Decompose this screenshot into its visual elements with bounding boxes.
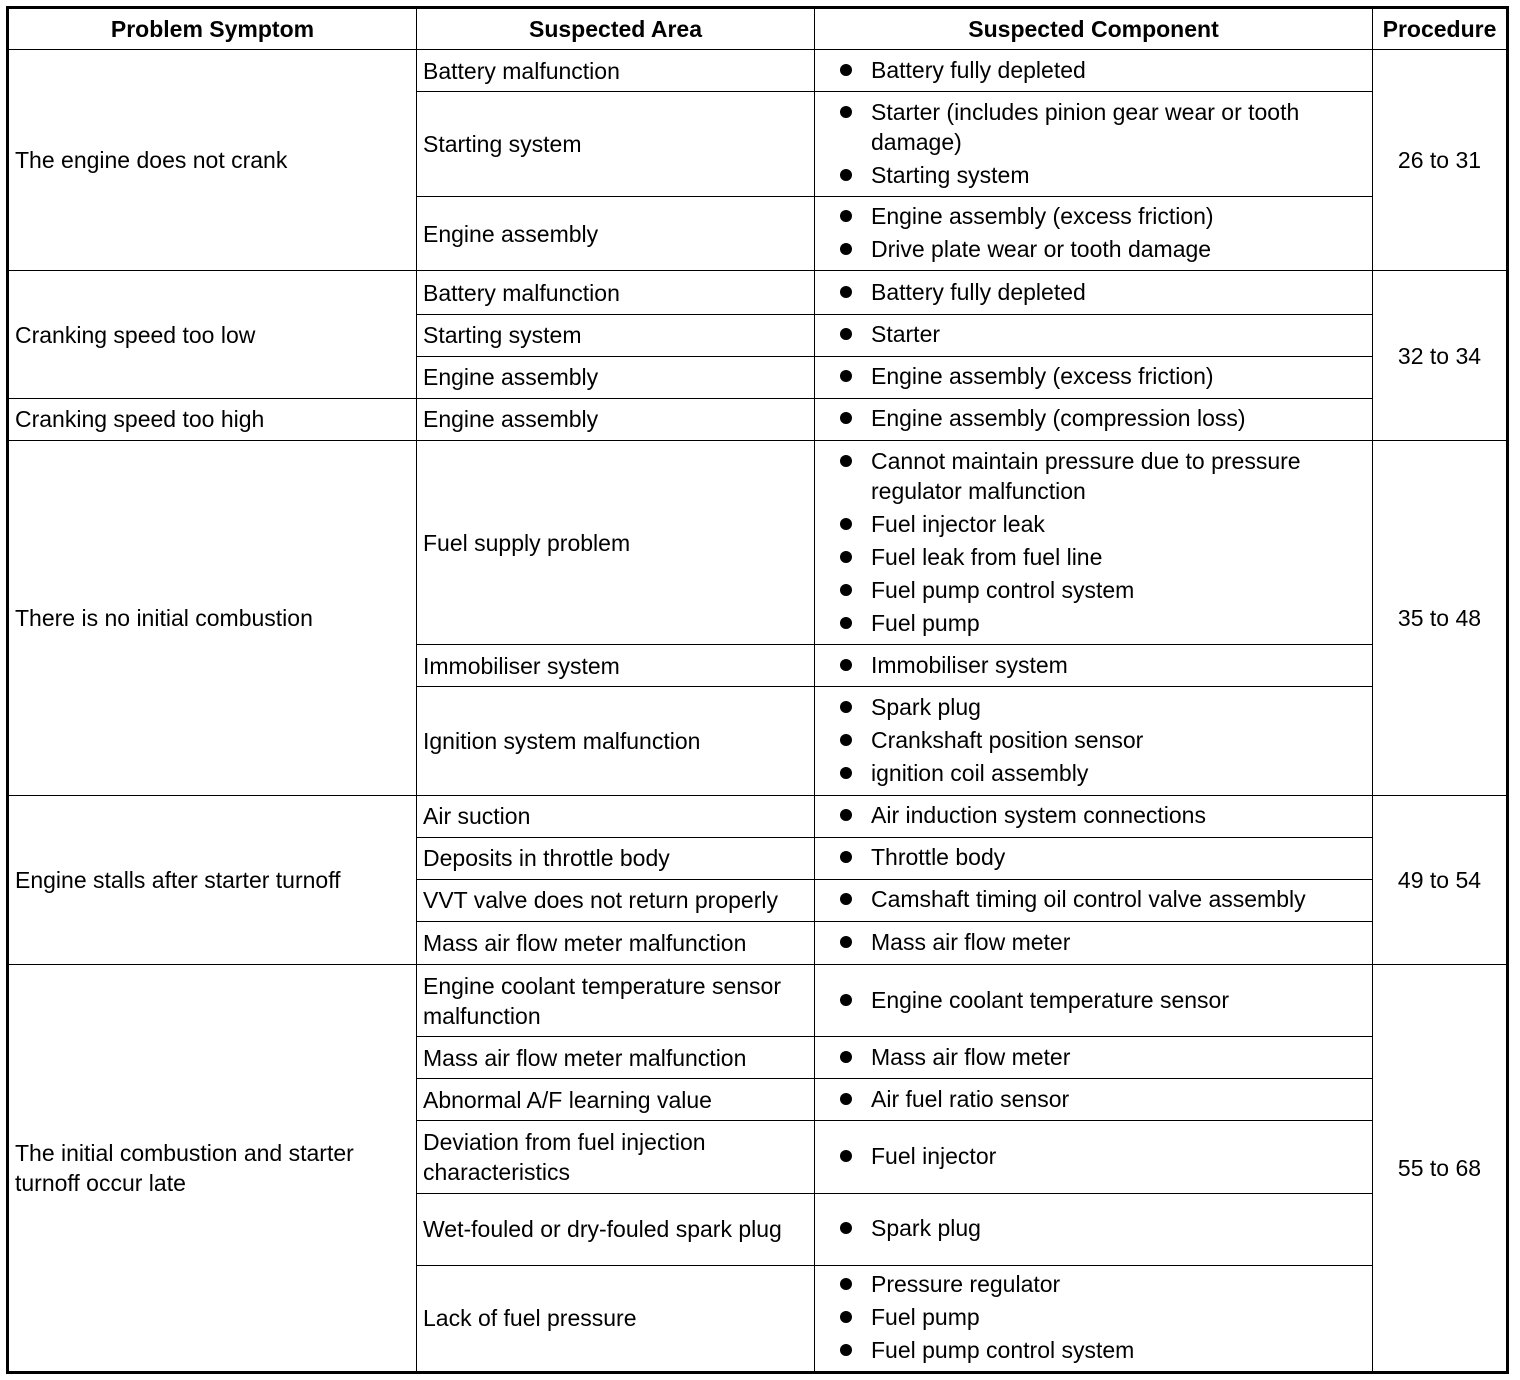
component-list	[835, 692, 1366, 788]
list-item	[835, 201, 1366, 231]
component-list	[835, 884, 1366, 914]
bullet-icon	[840, 1051, 852, 1063]
bullet-icon	[840, 659, 852, 671]
list-item	[835, 725, 1366, 755]
component-text: Engine assembly (compression loss)	[871, 405, 1246, 432]
bullet-icon	[840, 106, 852, 118]
problem-symptom-cell: The initial combustion and starter turnoff occur late	[8, 965, 417, 1373]
bullet-icon	[840, 551, 852, 563]
procedure-cell: 49 to 54	[1373, 795, 1508, 964]
bullet-icon	[840, 734, 852, 746]
component-list	[835, 650, 1366, 680]
suspected-area-cell: Engine assembly	[417, 398, 815, 440]
problem-symptom-cell: The engine does not crank	[8, 50, 417, 271]
bullet-icon	[840, 370, 852, 382]
bullet-icon	[840, 1093, 852, 1105]
list-item	[835, 1302, 1366, 1332]
suspected-component-cell	[815, 837, 1373, 879]
bullet-icon	[840, 286, 852, 298]
component-text: Starter (includes pinion gear wear or tooth damage)	[871, 98, 1300, 155]
suspected-component-cell	[815, 921, 1373, 964]
list-item	[835, 1269, 1366, 1299]
component-text: Fuel pump control system	[871, 1337, 1135, 1364]
suspected-component-cell	[815, 314, 1373, 356]
component-text: Air induction system connections	[871, 802, 1206, 829]
bullet-icon	[840, 584, 852, 596]
list-item	[835, 55, 1366, 85]
component-list	[835, 403, 1366, 433]
component-list	[835, 927, 1366, 957]
component-list	[835, 446, 1366, 638]
list-item	[835, 1141, 1366, 1171]
suspected-component-cell	[815, 50, 1373, 92]
suspected-component-cell	[815, 356, 1373, 398]
suspected-area-cell: Mass air flow meter malfunction	[417, 921, 815, 964]
list-item	[835, 97, 1366, 157]
list-item	[835, 234, 1366, 264]
bullet-icon	[840, 701, 852, 713]
list-item	[835, 403, 1366, 433]
component-text: Engine assembly (excess friction)	[871, 203, 1214, 230]
list-item	[835, 446, 1366, 506]
component-list	[835, 361, 1366, 391]
list-item	[835, 692, 1366, 722]
bullet-icon	[840, 210, 852, 222]
bullet-icon	[840, 1222, 852, 1234]
component-text: Immobiliser system	[871, 651, 1068, 678]
suspected-area-cell: Lack of fuel pressure	[417, 1265, 815, 1372]
component-text: Mass air flow meter	[871, 928, 1071, 955]
bullet-icon	[840, 617, 852, 629]
suspected-component-cell	[815, 1121, 1373, 1193]
suspected-area-cell: Battery malfunction	[417, 50, 815, 92]
component-text: Fuel injector	[871, 1142, 997, 1169]
table-row	[8, 440, 1508, 644]
component-list	[835, 1213, 1366, 1243]
list-item	[835, 1042, 1366, 1072]
header-suspected-area: Suspected Area	[417, 8, 815, 50]
list-item	[835, 160, 1366, 190]
component-text: Fuel pump	[871, 609, 980, 636]
procedure-cell: 32 to 34	[1373, 271, 1508, 440]
list-item	[835, 509, 1366, 539]
component-text: ignition coil assembly	[871, 760, 1089, 787]
header-row	[8, 8, 1508, 50]
suspected-component-cell	[815, 965, 1373, 1037]
component-text: Mass air flow meter	[871, 1043, 1071, 1070]
suspected-component-cell	[815, 687, 1373, 795]
component-text: Camshaft timing oil control valve assembly	[871, 886, 1306, 913]
bullet-icon	[840, 1278, 852, 1290]
component-text: Throttle body	[871, 844, 1006, 871]
bullet-icon	[840, 455, 852, 467]
component-text: Crankshaft position sensor	[871, 727, 1144, 754]
bullet-icon	[840, 64, 852, 76]
list-item	[835, 758, 1366, 788]
component-text: Spark plug	[871, 1215, 981, 1242]
list-item	[835, 319, 1366, 349]
problem-symptom-cell: Cranking speed too high	[8, 398, 417, 440]
component-list	[835, 800, 1366, 830]
suspected-component-cell	[815, 197, 1373, 271]
bullet-icon	[840, 328, 852, 340]
bullet-icon	[840, 936, 852, 948]
list-item	[835, 361, 1366, 391]
bullet-icon	[840, 809, 852, 821]
suspected-area-cell: Deviation from fuel injection characteristics	[417, 1121, 815, 1193]
bullet-icon	[840, 994, 852, 1006]
component-list	[835, 1084, 1366, 1114]
bullet-icon	[840, 1344, 852, 1356]
component-text: Battery fully depleted	[871, 278, 1086, 305]
list-item	[835, 1084, 1366, 1114]
table-row	[8, 271, 1508, 314]
table-row	[8, 398, 1508, 440]
list-item	[835, 608, 1366, 638]
component-text: Battery fully depleted	[871, 56, 1086, 83]
procedure-cell: 55 to 68	[1373, 965, 1508, 1373]
component-text: Fuel leak from fuel line	[871, 543, 1103, 570]
suspected-area-cell: Mass air flow meter malfunction	[417, 1037, 815, 1079]
component-text: Starter	[871, 321, 941, 348]
component-text: Starting system	[871, 161, 1030, 188]
table-row	[8, 50, 1508, 92]
suspected-area-cell: Engine assembly	[417, 197, 815, 271]
suspected-component-cell	[815, 1193, 1373, 1265]
suspected-component-cell	[815, 795, 1373, 837]
suspected-area-cell: VVT valve does not return properly	[417, 879, 815, 921]
problem-symptom-cell: There is no initial combustion	[8, 440, 417, 795]
component-list	[835, 1042, 1366, 1072]
table-row	[8, 795, 1508, 837]
troubleshooting-table	[6, 6, 1509, 1374]
component-list	[835, 1141, 1366, 1171]
list-item	[835, 884, 1366, 914]
component-list	[835, 319, 1366, 349]
bullet-icon	[840, 1150, 852, 1162]
component-list	[835, 1269, 1366, 1365]
problem-symptom-cell: Cranking speed too low	[8, 271, 417, 398]
list-item	[835, 650, 1366, 680]
component-text: Air fuel ratio sensor	[871, 1085, 1070, 1112]
suspected-area-cell: Battery malfunction	[417, 271, 815, 314]
component-text: Spark plug	[871, 694, 981, 721]
header-suspected-component: Suspected Component	[815, 8, 1373, 50]
bullet-icon	[840, 851, 852, 863]
bullet-icon	[840, 518, 852, 530]
suspected-area-cell: Wet-fouled or dry-fouled spark plug	[417, 1193, 815, 1265]
list-item	[835, 927, 1366, 957]
component-list	[835, 985, 1366, 1015]
suspected-area-cell: Starting system	[417, 314, 815, 356]
suspected-area-cell: Starting system	[417, 92, 815, 197]
header-procedure: Procedure	[1373, 8, 1508, 50]
suspected-area-cell: Fuel supply problem	[417, 440, 815, 644]
component-list	[835, 277, 1366, 307]
bullet-icon	[840, 412, 852, 424]
list-item	[835, 575, 1366, 605]
suspected-area-cell: Engine assembly	[417, 356, 815, 398]
component-list	[835, 201, 1366, 264]
suspected-area-cell: Air suction	[417, 795, 815, 837]
suspected-component-cell	[815, 398, 1373, 440]
list-item	[835, 542, 1366, 572]
list-item	[835, 277, 1366, 307]
problem-symptom-cell: Engine stalls after starter turnoff	[8, 795, 417, 964]
component-text: Engine assembly (excess friction)	[871, 363, 1214, 390]
procedure-cell: 26 to 31	[1373, 50, 1508, 271]
suspected-area-cell: Abnormal A/F learning value	[417, 1079, 815, 1121]
component-list	[835, 842, 1366, 872]
component-text: Pressure regulator	[871, 1271, 1061, 1298]
bullet-icon	[840, 169, 852, 181]
suspected-component-cell	[815, 645, 1373, 687]
suspected-component-cell	[815, 271, 1373, 314]
bullet-icon	[840, 243, 852, 255]
suspected-area-cell: Immobiliser system	[417, 645, 815, 687]
component-text: Drive plate wear or tooth damage	[871, 236, 1212, 263]
suspected-component-cell	[815, 92, 1373, 197]
suspected-area-cell: Ignition system malfunction	[417, 687, 815, 795]
component-text: Cannot maintain pressure due to pressure regulator malfunction	[871, 447, 1301, 504]
list-item	[835, 800, 1366, 830]
component-list	[835, 97, 1366, 190]
list-item	[835, 985, 1366, 1015]
component-text: Fuel injector leak	[871, 510, 1045, 537]
table-row	[8, 965, 1508, 1037]
suspected-component-cell	[815, 1265, 1373, 1372]
suspected-component-cell	[815, 1037, 1373, 1079]
list-item	[835, 1335, 1366, 1365]
component-list	[835, 55, 1366, 85]
suspected-component-cell	[815, 1079, 1373, 1121]
component-text: Fuel pump	[871, 1304, 980, 1331]
suspected-component-cell	[815, 879, 1373, 921]
component-text: Fuel pump control system	[871, 576, 1135, 603]
list-item	[835, 842, 1366, 872]
bullet-icon	[840, 1311, 852, 1323]
bullet-icon	[840, 767, 852, 779]
suspected-area-cell: Engine coolant temperature sensor malfunction	[417, 965, 815, 1037]
list-item	[835, 1213, 1366, 1243]
component-text: Engine coolant temperature sensor	[871, 986, 1229, 1013]
suspected-area-cell: Deposits in throttle body	[417, 837, 815, 879]
procedure-cell: 35 to 48	[1373, 440, 1508, 795]
suspected-component-cell	[815, 440, 1373, 644]
bullet-icon	[840, 893, 852, 905]
header-problem-symptom: Problem Symptom	[8, 8, 417, 50]
